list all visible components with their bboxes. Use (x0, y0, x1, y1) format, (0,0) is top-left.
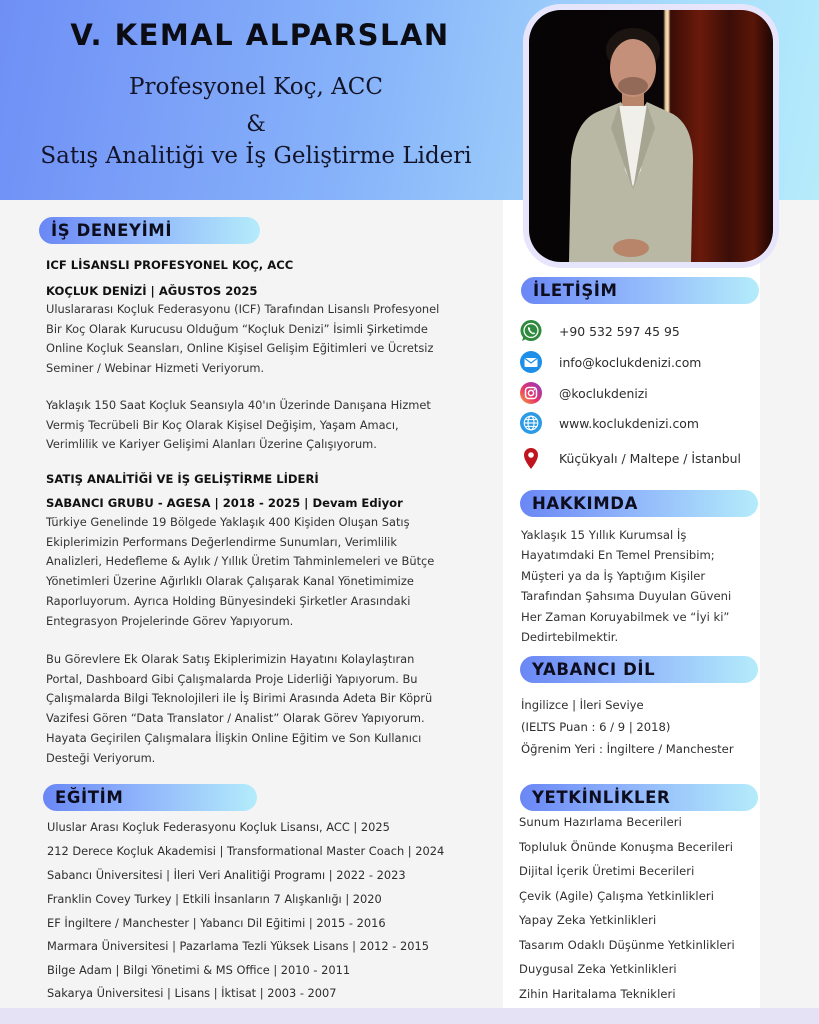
text-line: Online Koçluk Seansları, Online Kişisel Gelişim Eğitimleri ve Ücretsiz (46, 341, 434, 356)
education-item: Sabancı Üniversitesi | İleri Veri Analitiği Programı | 2022 - 2023 (47, 868, 406, 882)
globe-icon (519, 411, 543, 435)
text-line: Uluslararası Koçluk Federasyonu (ICF) Tarafından Lisanslı Profesyonel (46, 302, 440, 316)
text-line: Raporluyorum. Ayrıca Holding Bünyesindeki Şirketler Arasındaki (46, 593, 411, 608)
text-line: Hayatımdaki En Temel Prensibim; (521, 548, 715, 563)
website-url[interactable]: www.koclukdenizi.com (559, 415, 699, 431)
education-item: EF İngiltere / Manchester | Yabancı Dil Eğitimi | 2015 - 2016 (47, 916, 386, 930)
skill-item: Çevik (Agile) Çalışma Yetkinlikleri (519, 889, 715, 903)
skill-item: Sunum Hazırlama Becerileri (519, 815, 682, 829)
contact-instagram[interactable] (519, 381, 648, 405)
text-line: Bu Görevlere Ek Olarak Satış Ekiplerimizin Hayatını Kolaylaştıran (46, 652, 415, 666)
text-line: Desteği Veriyorum. (46, 750, 156, 765)
text-line: Seminer / Webinar Hizmeti Veriyorum. (46, 361, 265, 376)
text-line: Türkiye Genelinde 19 Bölgede Yaklaşık 400 Kişiden Oluşan Satış (46, 515, 410, 529)
text-line: Bir Koç Olarak Kurucusu Olduğum “Koçluk Denizi” İsimli Şirketimde (46, 321, 428, 336)
text-line: Yaklaşık 15 Yıllık Kurumsal İş (521, 528, 687, 542)
text-line: Portal, Dashboard Gibi Çalışmalarda Proje Liderliği Yapıyorum. Bu (46, 671, 418, 686)
skill-item: Topluluk Önünde Konuşma Becerileri (519, 840, 733, 854)
section-heading-education: EĞİTİM (43, 784, 257, 811)
section-heading-experience: İŞ DENEYİMİ (39, 217, 260, 244)
section-heading-language: YABANCI DİL (520, 656, 758, 683)
language-score: (IELTS Puan : 6 / 9 | 2018) (521, 720, 671, 734)
text-line: Analizleri, Hedefleme & Aylık / Yıllık Üretim Tahminlemeleri ve Bütçe (46, 554, 435, 569)
subtitle-sales-lead: Satış Analitiği ve İş Geliştirme Lideri (40, 143, 472, 169)
education-item: Sakarya Üniversitesi | Lisans | İktisat | 2003 - 2007 (47, 986, 337, 1000)
text-line: Her Zaman Koruyabilmek ve “İyi ki” (521, 609, 730, 624)
bottom-strip (0, 1008, 819, 1024)
section-heading-contact: İLETİŞİM (521, 277, 759, 304)
job-description (46, 396, 431, 455)
skill-item: Dijital İçerik Üretimi Becerileri (519, 864, 695, 878)
job-title: SATIŞ ANALİTİĞİ VE İŞ GELİŞTİRME LİDERİ (46, 472, 319, 486)
language-level: İngilizce | İleri Seviye (521, 698, 644, 712)
education-item: Franklin Covey Turkey | Etkili İnsanların 7 Alışkanlığı | 2020 (47, 892, 382, 906)
location-pin-icon (519, 446, 543, 470)
phone-number[interactable]: +90 532 597 45 95 (559, 323, 680, 339)
email-address[interactable]: info@koclukdenizi.com (559, 354, 702, 370)
contact-phone[interactable] (519, 319, 680, 343)
location-text: Küçükyalı / Maltepe / İstanbul (559, 450, 741, 466)
contact-email[interactable] (519, 350, 701, 374)
text-line: Vazifesi Gören “Data Translator / Analist” Olarak Görev Yapıyorum. (46, 711, 425, 726)
whatsapp-icon (519, 319, 543, 343)
subtitle-ampersand: & (246, 112, 266, 137)
education-item: Uluslar Arası Koçluk Federasyonu Koçluk Lisansı, ACC | 2025 (47, 820, 390, 834)
job-description (46, 650, 432, 768)
skill-item: Duygusal Zeka Yetkinlikleri (519, 962, 677, 976)
section-heading-about: HAKKIMDA (520, 490, 758, 517)
instagram-icon (519, 381, 543, 405)
person-name: V. KEMAL ALPARSLAN (70, 18, 450, 52)
subtitle-coach: Profesyonel Koç, ACC (129, 74, 383, 100)
text-line: Vermiş Tecrübeli Bir Koç Olarak Kişisel Değişim, Yaşam Amacı, (46, 417, 399, 432)
language-place: Öğrenim Yeri : İngiltere / Manchester (521, 742, 734, 756)
about-text (521, 525, 731, 647)
skill-item: Yapay Zeka Yetkinlikleri (519, 913, 657, 927)
text-line: Hayata Geçirilen Çalışmalara İlişkin Online Eğitim ve Son Kullanıcı (46, 730, 422, 745)
skill-item: Tasarım Odaklı Düşünme Yetkinlikleri (519, 938, 735, 952)
job-description (46, 513, 434, 631)
profile-photo (529, 10, 773, 262)
text-line: Verimlilik ve Kariyer Gelişimi Alanları Üzerine Çalışıyorum. (46, 437, 377, 452)
text-line: Yaklaşık 150 Saat Koçluk Seansıyla 40'ın Üzerinde Danışana Hizmet (46, 398, 431, 412)
education-item: Marmara Üniversitesi | Pazarlama Tezli Yüksek Lisans | 2012 - 2015 (47, 939, 429, 953)
text-line: Çalışmalarda Bilgi Teknolojileri ile İş Birimi Arasında Adeta Bir Köprü (46, 691, 433, 706)
job-company: SABANCI GRUBU - AGESA | 2018 - 2025 | Devam Ediyor (46, 496, 403, 510)
job-description (46, 300, 439, 379)
skill-item: Zihin Haritalama Teknikleri (519, 987, 676, 1001)
text-line: Müşteri ya da İş Yaptığım Kişiler (521, 568, 706, 583)
text-line: Tarafından Şahsıma Duyulan Güveni (521, 589, 732, 604)
text-line: Entegrasyon Projelerinde Görev Yapıyorum. (46, 613, 294, 628)
profile-photo-frame (523, 4, 779, 268)
job-title: ICF LİSANSLI PROFESYONEL KOÇ, ACC (46, 258, 294, 272)
education-item: Bilge Adam | Bilgi Yönetimi & MS Office | 2010 - 2011 (47, 963, 351, 977)
text-line: Dedirtebilmektir. (521, 630, 619, 645)
job-company: KOÇLUK DENİZİ | AĞUSTOS 2025 (46, 284, 258, 298)
section-heading-skills: YETKİNLİKLER (520, 784, 758, 811)
education-item: 212 Derece Koçluk Akademisi | Transformational Master Coach | 2024 (47, 844, 445, 858)
contact-website[interactable] (519, 411, 699, 435)
instagram-handle[interactable]: @koclukdenizi (559, 385, 648, 401)
text-line: Ekiplerimizin Performans Değerlendirme Sunumları, Verimlilik (46, 534, 397, 549)
email-icon (519, 350, 543, 374)
text-line: Yönetimleri Üzerine Ağırlıklı Olarak Çalışarak Kanal Yönetimimize (46, 574, 414, 589)
contact-location (519, 446, 741, 470)
